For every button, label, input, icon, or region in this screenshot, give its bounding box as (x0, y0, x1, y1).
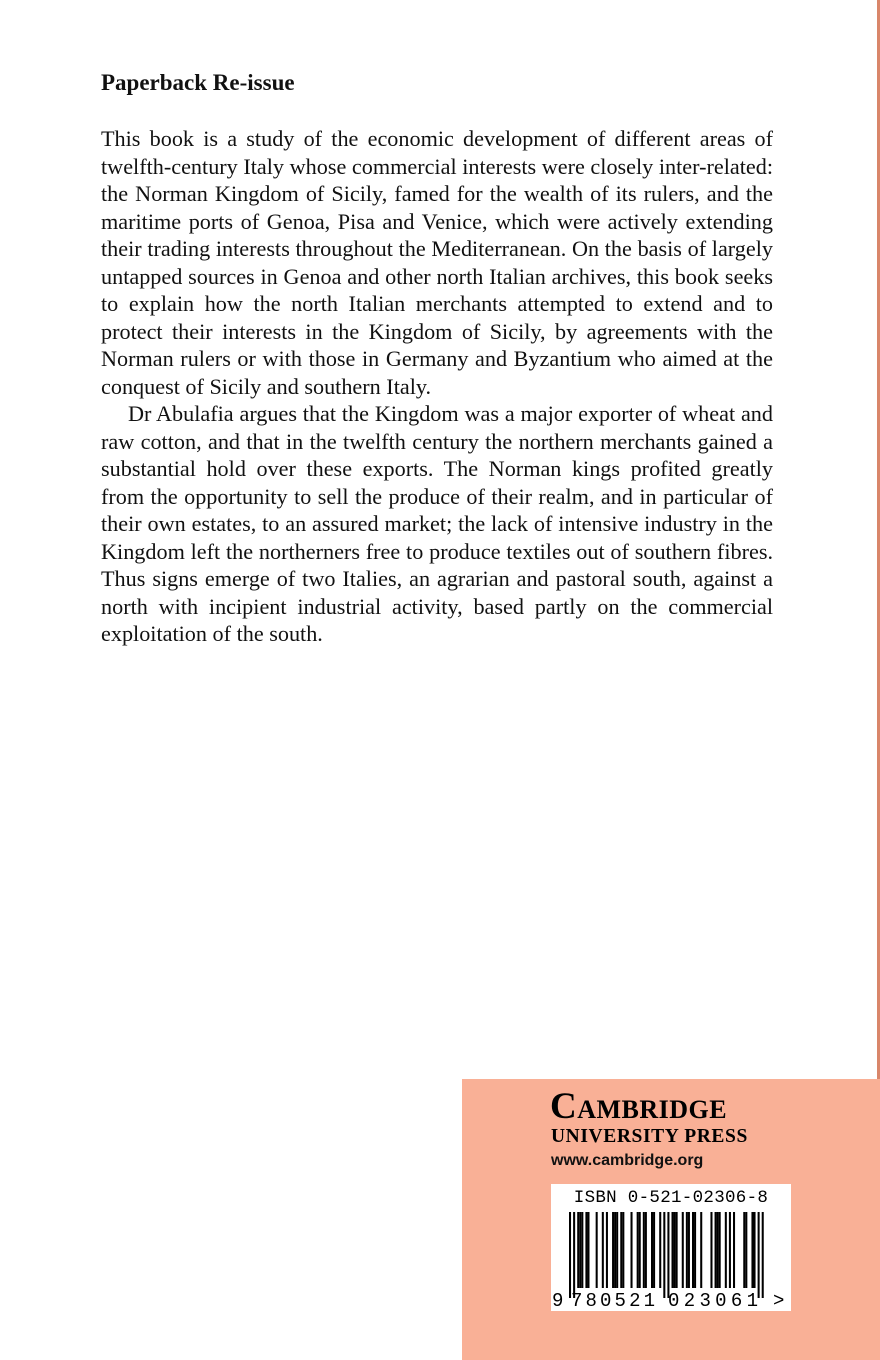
blurb-text (101, 125, 773, 648)
barcode-bar (602, 1212, 604, 1288)
publisher-panel (462, 1079, 880, 1360)
barcode-bar (725, 1212, 727, 1288)
barcode-bar (581, 1212, 583, 1288)
barcode-bar (745, 1212, 747, 1288)
publisher-url[interactable]: www.cambridge.org (551, 1152, 704, 1169)
barcode-bar (612, 1212, 614, 1288)
blurb-paragraph-2: Dr Abulafia argues that the Kingdom was a major exporter of wheat and raw cotton, and that in the twelfth century the northern merchants gained a substantial hold over these exports. The Norman kings profited greatly from the opportunity to sell the produce of their realm, and in particular of their own estates, to an assured market; the lack of intensive industry in the Kingdom left the northerners free to produce textiles out of southern fibres. Thus signs emerge of two Italies, an agrarian and pastoral south, against a north with incipient industrial activity, based partly on the commercial exploitation of the south. (101, 401, 773, 646)
barcode-bar (751, 1212, 753, 1288)
barcode-left-digits: 780521 (571, 1290, 655, 1311)
barcode-bar (686, 1212, 688, 1288)
barcode-bar (585, 1212, 587, 1288)
barcode-bar (643, 1212, 645, 1288)
barcode-bar (606, 1212, 608, 1288)
barcode-bar (614, 1212, 616, 1288)
barcode-bar (729, 1212, 731, 1288)
barcode-bar (579, 1212, 581, 1288)
barcode-bar (682, 1212, 684, 1288)
barcode-bar (674, 1212, 676, 1288)
barcode-leading-digit: 9 (552, 1290, 564, 1311)
barcode-bar (620, 1212, 622, 1288)
barcode-right-digits: 023061 (668, 1290, 758, 1311)
barcode-bar (637, 1212, 639, 1288)
barcode-bar (651, 1212, 653, 1288)
barcode-bar (733, 1212, 735, 1288)
barcode-bar (715, 1212, 717, 1288)
isbn-barcode-box (551, 1184, 791, 1311)
barcode-bar (577, 1212, 579, 1288)
barcode-bar (631, 1212, 633, 1288)
isbn-label: ISBN 0-521-02306-8 (573, 1188, 769, 1208)
barcode-graphic (551, 1184, 791, 1311)
barcode-bar (672, 1212, 674, 1288)
publisher-subtitle: UNIVERSITY PRESS (551, 1126, 748, 1147)
barcode-bar (639, 1212, 641, 1288)
barcode-bars (569, 1212, 764, 1298)
barcode-bar (676, 1212, 678, 1288)
barcode-bar (719, 1212, 721, 1288)
barcode-bar (700, 1212, 702, 1288)
barcode-bar (596, 1212, 598, 1288)
barcode-bar (688, 1212, 690, 1288)
barcode-bar (569, 1212, 571, 1298)
barcode-bar (667, 1212, 669, 1298)
barcode-bar (645, 1212, 647, 1288)
barcode-bar (616, 1212, 618, 1288)
blurb-paragraph-1: This book is a study of the economic development of different areas of twelfth-century Italy whose commercial interests were closely inter-related: the Norman Kingdom of Sicily, famed for the wealth of its rulers, and the maritime ports of Genoa, Pisa and Venice, which were actively extending their trading interests throughout the Mediterranean. On the basis of largely untapped sources in Genoa and other north Italian archives, this book seeks to explain how the north Italian merchants attempted to extend and to protect their interests in the Kingdom of Sicily, by agreements with the Norman rulers or with those in Germany and Byzantium who aimed at the conquest of Sicily and southern Italy. (101, 126, 773, 399)
barcode-bar (758, 1212, 760, 1298)
barcode-bar (622, 1212, 624, 1288)
barcode-bar (692, 1212, 694, 1288)
barcode-bar (743, 1212, 745, 1288)
barcode-bar (659, 1212, 661, 1288)
barcode-bar (587, 1212, 589, 1288)
barcode-bar (754, 1212, 756, 1288)
barcode-bar (717, 1212, 719, 1288)
barcode-bar (762, 1212, 764, 1298)
barcode-quiet-zone-mark: > (773, 1290, 785, 1311)
barcode-bar (573, 1212, 575, 1298)
barcode-bar (653, 1212, 655, 1288)
barcode-bar (663, 1212, 665, 1298)
barcode-bar (694, 1212, 696, 1288)
barcode-bar (710, 1212, 712, 1288)
publisher-name: Cambridge (550, 1086, 728, 1127)
page-title: Paperback Re-issue (101, 70, 295, 95)
